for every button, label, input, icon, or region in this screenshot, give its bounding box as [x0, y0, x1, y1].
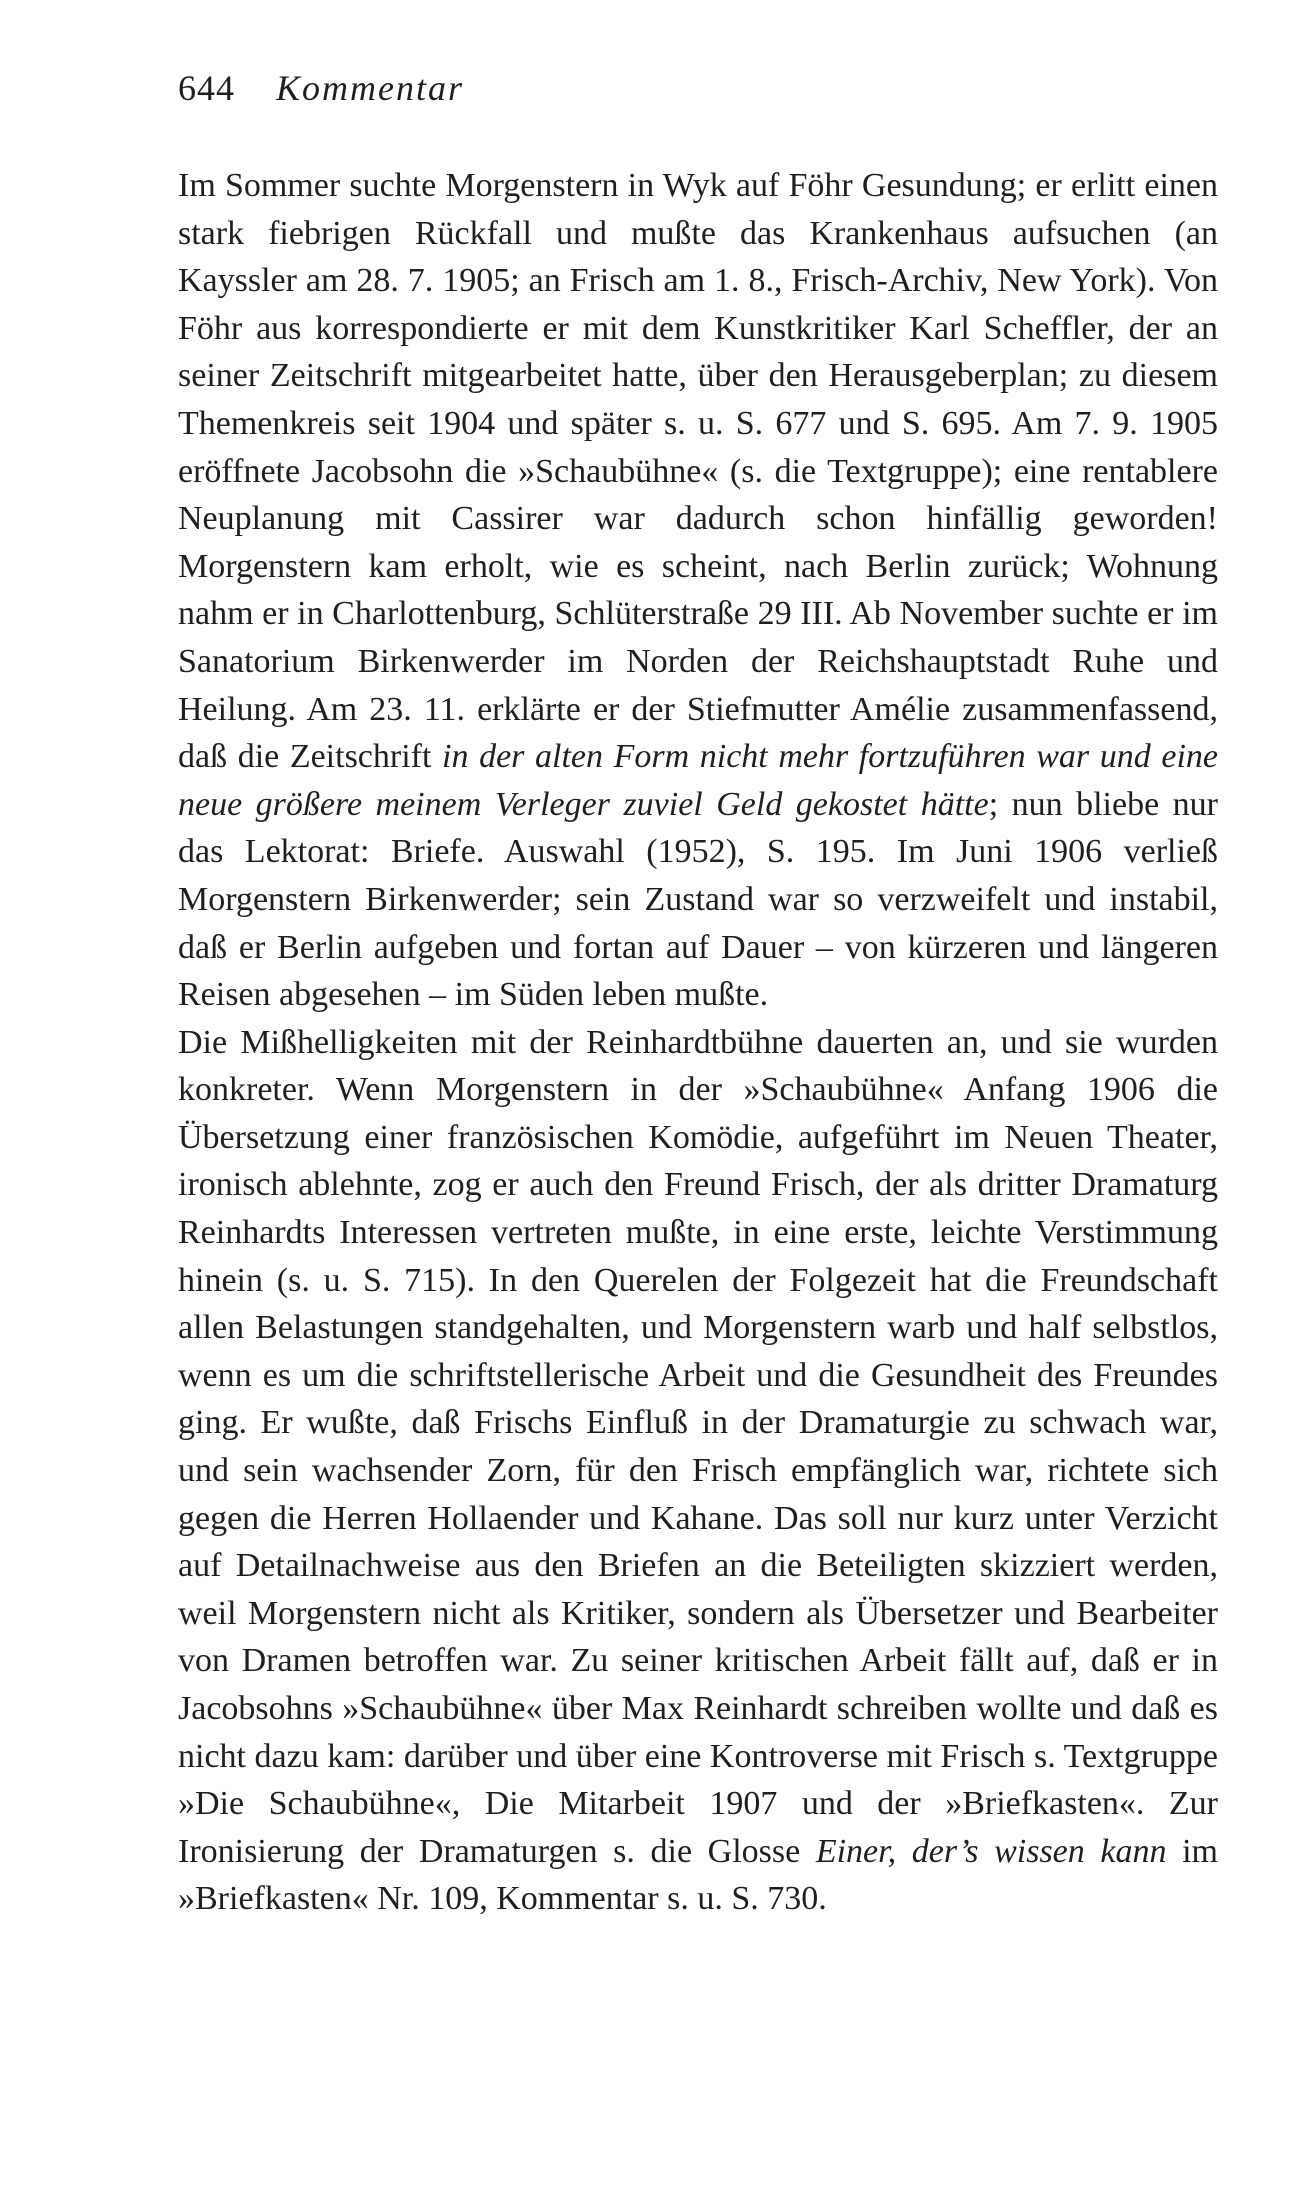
page-number: 644 — [178, 68, 235, 108]
paragraph-text: ; nun bliebe nur das Lektorat: Briefe. Auswahl (1952), S. 195. Im Juni 1906 verließ Morgenstern Birkenwerder; sein Zustand war so verzweifelt und instabil, daß er Berlin aufgeben und fortan auf Dauer – von kürzeren und längeren Reisen abgesehen – im Süden leben mußte. — [178, 785, 1218, 1014]
italic-title: Einer, der’s wissen kann — [815, 1832, 1167, 1870]
paragraph-text: Die Mißhelligkeiten mit der Reinhardtbühne dauerten an, und sie wurden konkreter. Wenn Morgenstern in der »Schaubühne« Anfang 1906 die Übersetzung einer französischen Komödie, aufgeführt im Neuen Theater, ironisch ablehnte, zog er auch den Freund Frisch, der als dritter Dramaturg Reinhardts Interessen vertreten mußte, in eine erste, leichte Verstimmung hinein (s. u. S. 715). In den Querelen der Folgezeit hat die Freundschaft allen Belastungen standgehalten, und Morgenstern warb und half selbstlos, wenn es um die schriftstellerische Arbeit und die Gesundheit des Freundes ging. Er wußte, daß Frischs Einfluß in der Dramaturgie zu schwach war, und sein wachsender Zorn, für den Frisch empfänglich war, richtete sich gegen die Herren Hollaender und Kahane. Das soll nur kurz unter Verzicht auf Detailnachweise aus den Briefen an die Beteiligten skizziert werden, weil Morgenstern nicht als Kritiker, sondern als Übersetzer und Bearbeiter von Dramen betroffen war. Zu seiner kritischen Arbeit fällt auf, daß er in Jacobsohns »Schaubühne« über Max Reinhardt schreiben wollte und daß es nicht dazu kam: darüber und über eine Kontroverse mit Frisch s. Textgruppe »Die Schaubühne«, Die Mitarbeit 1907 und der »Briefkasten«. Zur Ironisierung der Dramaturgen s. die Glosse — [178, 1023, 1218, 1870]
page-header — [178, 60, 1218, 116]
running-head: Kommentar — [276, 68, 464, 108]
paragraph — [178, 1019, 1218, 1923]
commentary-body — [178, 162, 1218, 1923]
paragraph — [178, 162, 1218, 1019]
paragraph-text: Im Sommer suchte Morgenstern in Wyk auf Föhr Gesundung; er erlitt einen stark fiebrigen Rückfall und mußte das Krankenhaus aufsuchen (an Kayssler am 28. 7. 1905; an Frisch am 1. 8., Frisch-Archiv, New York). Von Föhr aus korrespondierte er mit dem Kunstkritiker Karl Scheffler, der an seiner Zeitschrift mitgearbeitet hatte, über den Herausgeberplan; zu diesem Themenkreis seit 1904 und später s. u. S. 677 und S. 695. Am 7. 9. 1905 eröffnete Jacobsohn die »Schaubühne« (s. die Textgruppe); eine rentablere Neuplanung mit Cassirer war dadurch schon hinfällig geworden! Morgenstern kam erholt, wie es scheint, nach Berlin zurück; Wohnung nahm er in Charlottenburg, Schlüterstraße 29 III. Ab November suchte er im Sanatorium Birkenwerder im Norden der Reichshauptstadt Ruhe und Heilung. Am 23. 11. erklärte er der Stiefmutter Amélie zusammenfassend, daß die Zeitschrift — [178, 167, 1218, 776]
paragraph-text: im »Briefkasten« Nr. 109, Kommentar s. u. S. 730. — [178, 1832, 1218, 1918]
document-page — [178, 60, 1218, 1923]
italic-quote: in der alten Form nicht mehr fortzuführen war und eine neue größere meinem Verleger zuviel Geld gekostet hätte — [178, 738, 1218, 823]
